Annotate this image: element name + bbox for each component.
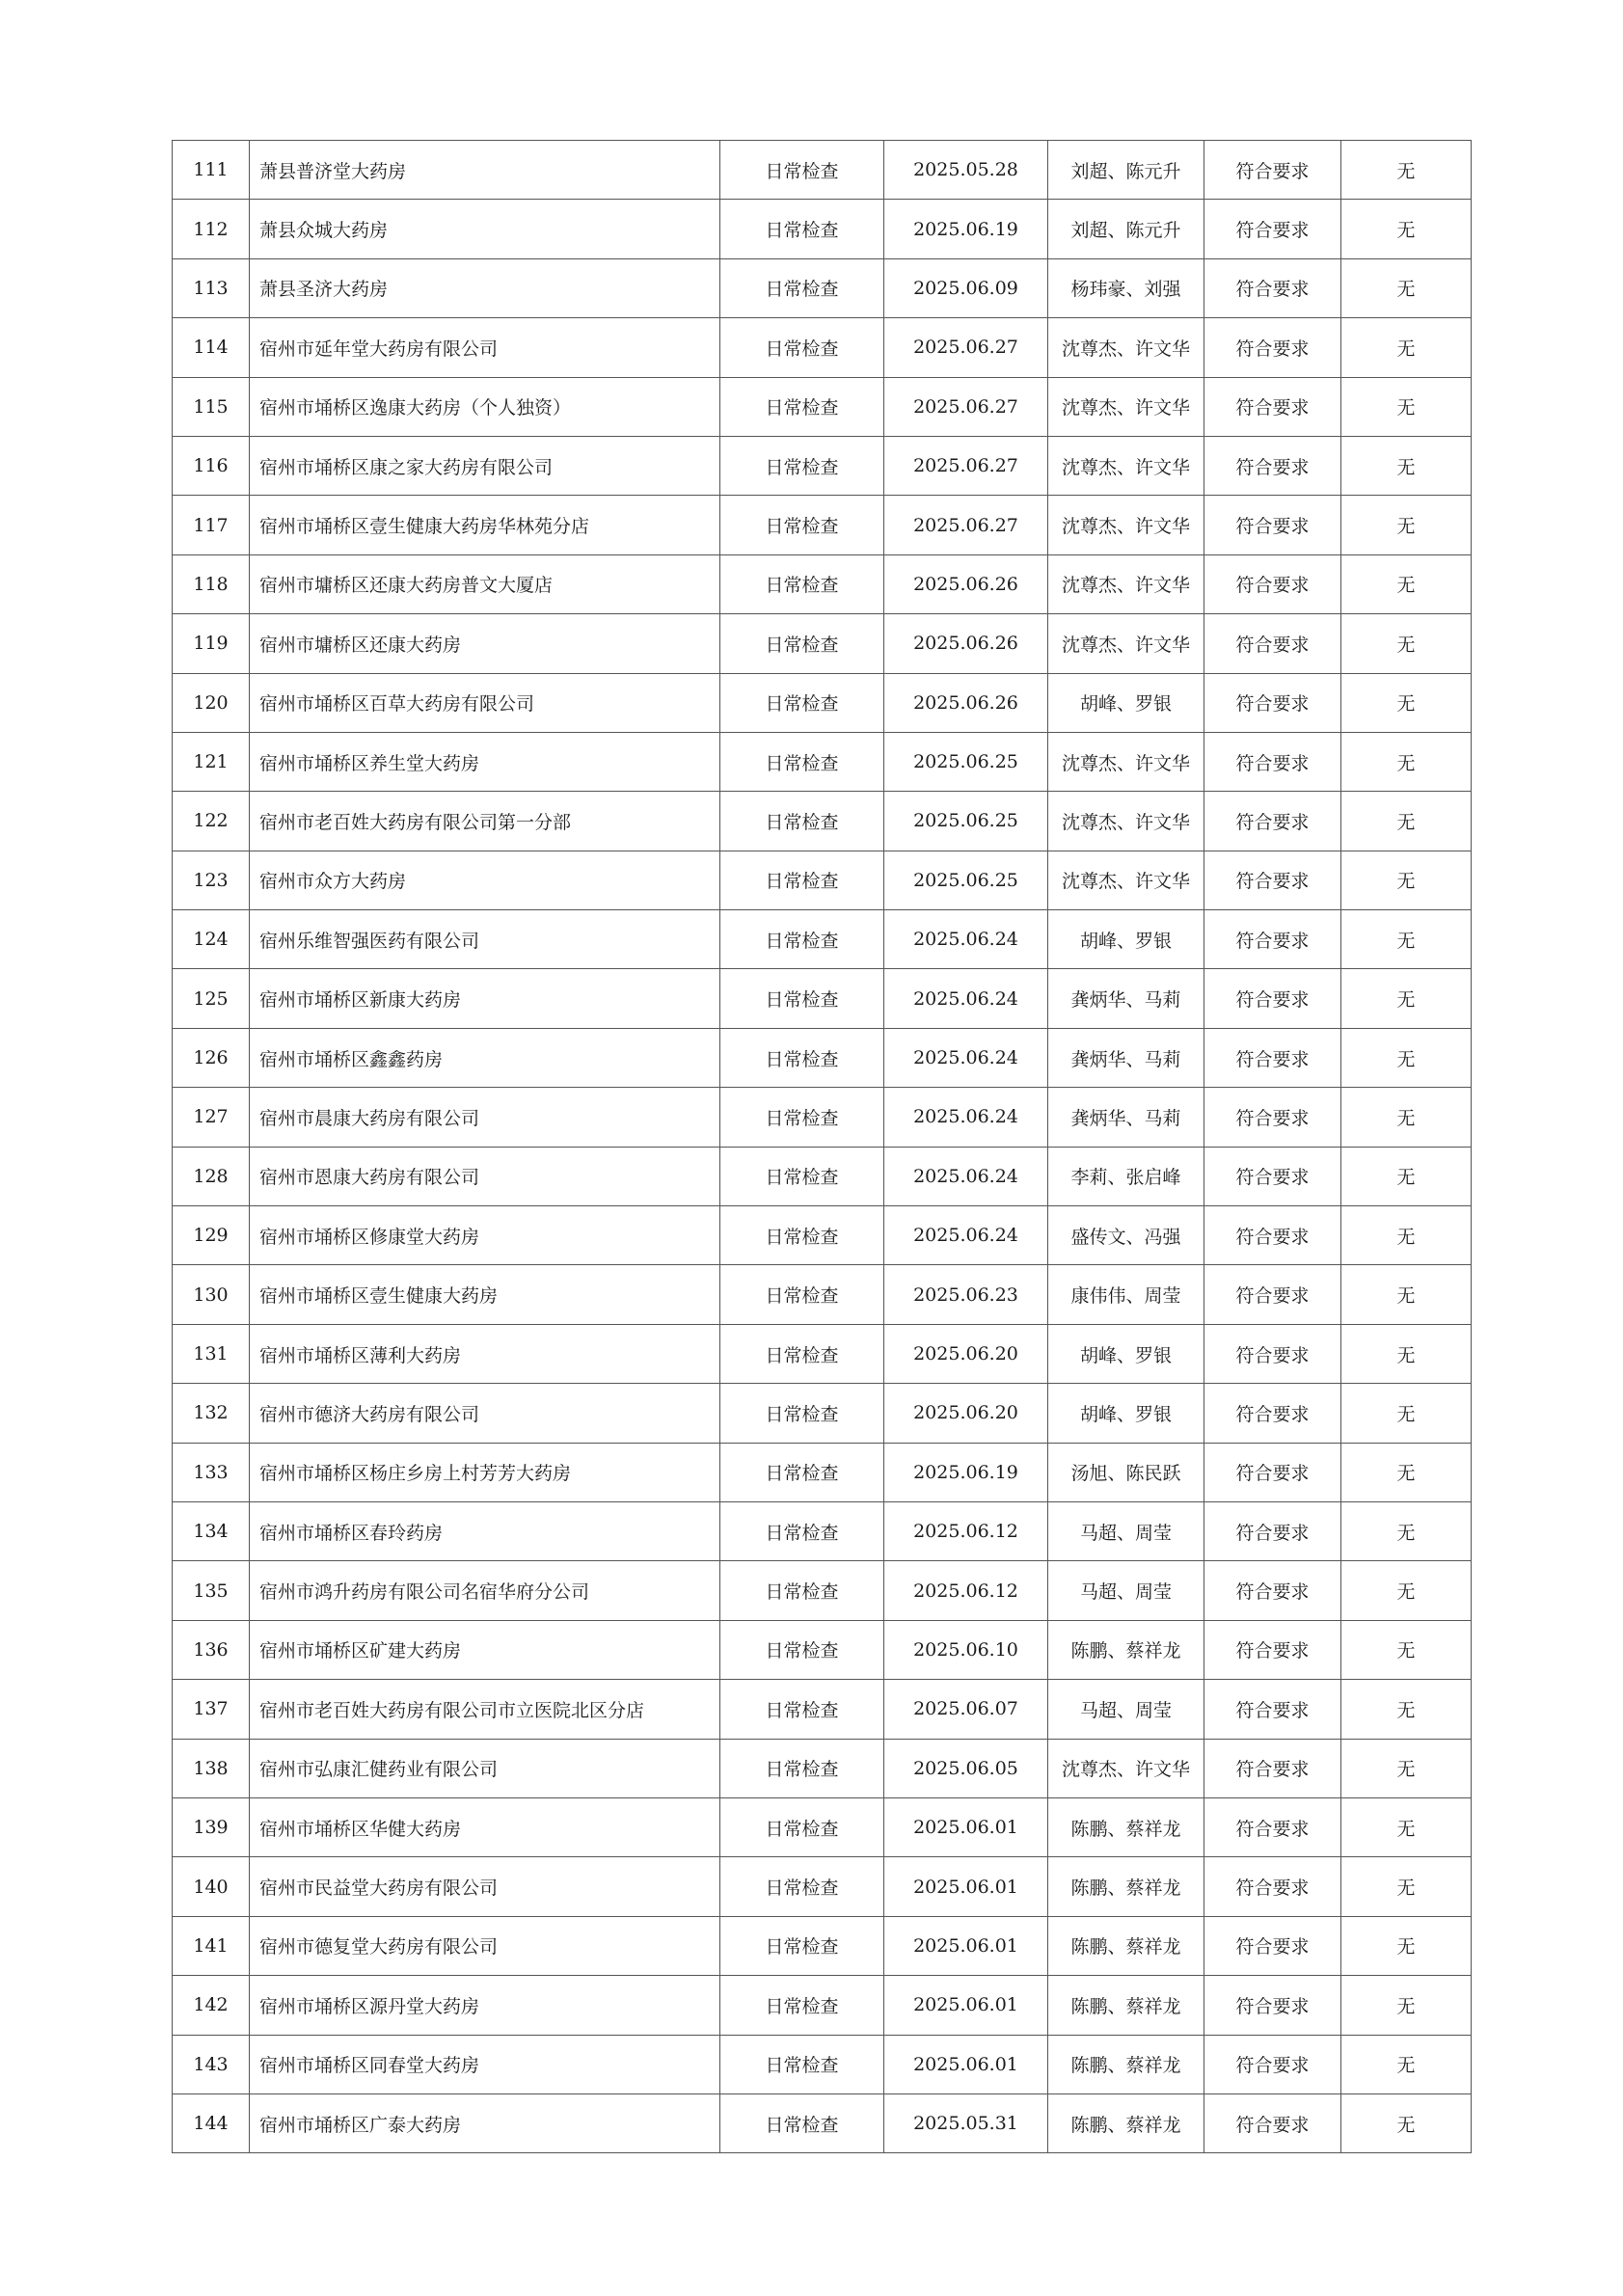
store-name-cell: 宿州市埇桥区康之家大药房有限公司 [250, 436, 720, 495]
store-name-cell: 宿州市埇桥区广泰大药房 [250, 2093, 720, 2152]
inspection-date-cell: 2025.06.25 [884, 851, 1048, 909]
inspection-date-cell: 2025.05.28 [884, 141, 1048, 200]
store-name-cell: 宿州市埇桥区壹生健康大药房 [250, 1265, 720, 1324]
inspection-record-table [172, 140, 1472, 2153]
inspectors-cell: 沈尊杰、许文华 [1048, 496, 1204, 554]
table-row [173, 1739, 1472, 1797]
store-name-cell: 宿州市埇桥区新康大药房 [250, 969, 720, 1028]
row-number-cell: 143 [173, 2035, 250, 2093]
inspection-date-cell: 2025.06.25 [884, 792, 1048, 851]
store-name-cell: 宿州市德济大药房有限公司 [250, 1384, 720, 1443]
issues-cell: 无 [1341, 910, 1472, 969]
inspection-date-cell: 2025.06.24 [884, 1147, 1048, 1205]
store-name-cell: 宿州乐维智强医药有限公司 [250, 910, 720, 969]
store-name-cell: 宿州市埇桥区壹生健康大药房华林苑分店 [250, 496, 720, 554]
issues-cell: 无 [1341, 200, 1472, 258]
issues-cell: 无 [1341, 2093, 1472, 2152]
result-cell: 符合要求 [1204, 851, 1341, 909]
result-cell: 符合要求 [1204, 141, 1341, 200]
inspection-type-cell: 日常检查 [720, 554, 884, 613]
inspection-type-cell: 日常检查 [720, 1088, 884, 1147]
issues-cell: 无 [1341, 1265, 1472, 1324]
row-number-cell: 142 [173, 1976, 250, 2035]
table-row [173, 1206, 1472, 1265]
issues-cell: 无 [1341, 1739, 1472, 1797]
inspection-date-cell: 2025.06.26 [884, 554, 1048, 613]
inspectors-cell: 陈鹏、蔡祥龙 [1048, 2093, 1204, 2152]
result-cell: 符合要求 [1204, 1501, 1341, 1560]
store-name-cell: 宿州市老百姓大药房有限公司市立医院北区分店 [250, 1680, 720, 1739]
inspection-date-cell: 2025.06.12 [884, 1561, 1048, 1620]
row-number-cell: 140 [173, 1857, 250, 1916]
row-number-cell: 117 [173, 496, 250, 554]
store-name-cell: 宿州市民益堂大药房有限公司 [250, 1857, 720, 1916]
table-row [173, 1324, 1472, 1383]
issues-cell: 无 [1341, 1620, 1472, 1679]
inspectors-cell: 沈尊杰、许文华 [1048, 1739, 1204, 1797]
inspection-type-cell: 日常检查 [720, 1324, 884, 1383]
issues-cell: 无 [1341, 141, 1472, 200]
inspection-type-cell: 日常检查 [720, 910, 884, 969]
table-row [173, 614, 1472, 673]
result-cell: 符合要求 [1204, 1857, 1341, 1916]
issues-cell: 无 [1341, 1147, 1472, 1205]
result-cell: 符合要求 [1204, 554, 1341, 613]
issues-cell: 无 [1341, 1976, 1472, 2035]
inspectors-cell: 康伟伟、周莹 [1048, 1265, 1204, 1324]
inspectors-cell: 沈尊杰、许文华 [1048, 554, 1204, 613]
inspection-date-cell: 2025.06.01 [884, 1797, 1048, 1856]
row-number-cell: 121 [173, 732, 250, 791]
inspectors-cell: 龚炳华、马莉 [1048, 969, 1204, 1028]
inspectors-cell: 龚炳华、马莉 [1048, 1028, 1204, 1087]
store-name-cell: 宿州市众方大药房 [250, 851, 720, 909]
inspectors-cell: 马超、周莹 [1048, 1501, 1204, 1560]
store-name-cell: 宿州市弘康汇健药业有限公司 [250, 1739, 720, 1797]
inspection-type-cell: 日常检查 [720, 1976, 884, 2035]
store-name-cell: 宿州市埇桥区杨庄乡房上村芳芳大药房 [250, 1443, 720, 1501]
issues-cell: 无 [1341, 436, 1472, 495]
inspection-type-cell: 日常检查 [720, 2035, 884, 2093]
inspection-date-cell: 2025.06.07 [884, 1680, 1048, 1739]
table-body [173, 141, 1472, 2153]
inspection-date-cell: 2025.06.01 [884, 2035, 1048, 2093]
row-number-cell: 144 [173, 2093, 250, 2152]
inspectors-cell: 陈鹏、蔡祥龙 [1048, 1976, 1204, 2035]
inspection-type-cell: 日常检查 [720, 1797, 884, 1856]
inspection-type-cell: 日常检查 [720, 141, 884, 200]
table-row [173, 1976, 1472, 2035]
table-row [173, 1028, 1472, 1087]
inspectors-cell: 杨玮豪、刘强 [1048, 258, 1204, 317]
row-number-cell: 113 [173, 258, 250, 317]
inspection-date-cell: 2025.06.24 [884, 1206, 1048, 1265]
inspection-date-cell: 2025.06.09 [884, 258, 1048, 317]
result-cell: 符合要求 [1204, 614, 1341, 673]
row-number-cell: 124 [173, 910, 250, 969]
inspectors-cell: 沈尊杰、许文华 [1048, 436, 1204, 495]
store-name-cell: 宿州市埇桥区百草大药房有限公司 [250, 673, 720, 732]
inspectors-cell: 马超、周莹 [1048, 1680, 1204, 1739]
inspectors-cell: 沈尊杰、许文华 [1048, 377, 1204, 436]
result-cell: 符合要求 [1204, 1620, 1341, 1679]
table-row [173, 1561, 1472, 1620]
result-cell: 符合要求 [1204, 318, 1341, 377]
table-row [173, 496, 1472, 554]
result-cell: 符合要求 [1204, 1147, 1341, 1205]
store-name-cell: 宿州市埇桥区华健大药房 [250, 1797, 720, 1856]
store-name-cell: 萧县众城大药房 [250, 200, 720, 258]
issues-cell: 无 [1341, 1561, 1472, 1620]
table-row [173, 1797, 1472, 1856]
table-row [173, 732, 1472, 791]
result-cell: 符合要求 [1204, 673, 1341, 732]
inspection-date-cell: 2025.06.27 [884, 377, 1048, 436]
issues-cell: 无 [1341, 554, 1472, 613]
inspection-type-cell: 日常检查 [720, 2093, 884, 2152]
store-name-cell: 宿州市延年堂大药房有限公司 [250, 318, 720, 377]
inspectors-cell: 沈尊杰、许文华 [1048, 792, 1204, 851]
inspection-type-cell: 日常检查 [720, 673, 884, 732]
inspectors-cell: 刘超、陈元升 [1048, 141, 1204, 200]
store-name-cell: 宿州市埇桥区养生堂大药房 [250, 732, 720, 791]
result-cell: 符合要求 [1204, 1680, 1341, 1739]
issues-cell: 无 [1341, 1857, 1472, 1916]
store-name-cell: 宿州市恩康大药房有限公司 [250, 1147, 720, 1205]
store-name-cell: 宿州市埇桥区矿建大药房 [250, 1620, 720, 1679]
inspection-date-cell: 2025.06.12 [884, 1501, 1048, 1560]
table-row [173, 969, 1472, 1028]
table-row [173, 2093, 1472, 2152]
store-name-cell: 宿州市晨康大药房有限公司 [250, 1088, 720, 1147]
inspectors-cell: 陈鹏、蔡祥龙 [1048, 2035, 1204, 2093]
table-row [173, 436, 1472, 495]
row-number-cell: 116 [173, 436, 250, 495]
result-cell: 符合要求 [1204, 1088, 1341, 1147]
inspection-date-cell: 2025.06.27 [884, 318, 1048, 377]
inspection-type-cell: 日常检查 [720, 1206, 884, 1265]
result-cell: 符合要求 [1204, 496, 1341, 554]
issues-cell: 无 [1341, 673, 1472, 732]
inspectors-cell: 李莉、张启峰 [1048, 1147, 1204, 1205]
inspection-type-cell: 日常检查 [720, 969, 884, 1028]
store-name-cell: 宿州市墉桥区还康大药房 [250, 614, 720, 673]
inspectors-cell: 汤旭、陈民跃 [1048, 1443, 1204, 1501]
inspection-date-cell: 2025.06.20 [884, 1384, 1048, 1443]
row-number-cell: 139 [173, 1797, 250, 1856]
table-row [173, 318, 1472, 377]
row-number-cell: 129 [173, 1206, 250, 1265]
inspection-date-cell: 2025.06.01 [884, 1976, 1048, 2035]
result-cell: 符合要求 [1204, 1976, 1341, 2035]
issues-cell: 无 [1341, 732, 1472, 791]
inspection-type-cell: 日常检查 [720, 1147, 884, 1205]
inspection-date-cell: 2025.06.26 [884, 673, 1048, 732]
inspection-type-cell: 日常检查 [720, 1739, 884, 1797]
inspection-type-cell: 日常检查 [720, 1620, 884, 1679]
row-number-cell: 131 [173, 1324, 250, 1383]
store-name-cell: 宿州市德复堂大药房有限公司 [250, 1916, 720, 1975]
table-row [173, 377, 1472, 436]
store-name-cell: 宿州市埇桥区源丹堂大药房 [250, 1976, 720, 2035]
issues-cell: 无 [1341, 1088, 1472, 1147]
store-name-cell: 宿州市鸿升药房有限公司名宿华府分公司 [250, 1561, 720, 1620]
store-name-cell: 宿州市埇桥区薄利大药房 [250, 1324, 720, 1383]
inspection-date-cell: 2025.06.23 [884, 1265, 1048, 1324]
issues-cell: 无 [1341, 258, 1472, 317]
inspection-date-cell: 2025.06.27 [884, 436, 1048, 495]
inspection-date-cell: 2025.06.20 [884, 1324, 1048, 1383]
store-name-cell: 宿州市老百姓大药房有限公司第一分部 [250, 792, 720, 851]
result-cell: 符合要求 [1204, 1265, 1341, 1324]
result-cell: 符合要求 [1204, 1324, 1341, 1383]
inspectors-cell: 沈尊杰、许文华 [1048, 614, 1204, 673]
inspection-type-cell: 日常检查 [720, 1501, 884, 1560]
store-name-cell: 萧县普济堂大药房 [250, 141, 720, 200]
inspection-type-cell: 日常检查 [720, 1916, 884, 1975]
issues-cell: 无 [1341, 2035, 1472, 2093]
inspectors-cell: 陈鹏、蔡祥龙 [1048, 1857, 1204, 1916]
inspection-date-cell: 2025.06.01 [884, 1916, 1048, 1975]
inspectors-cell: 胡峰、罗银 [1048, 910, 1204, 969]
table-row [173, 1088, 1472, 1147]
result-cell: 符合要求 [1204, 377, 1341, 436]
inspection-type-cell: 日常检查 [720, 496, 884, 554]
inspection-date-cell: 2025.06.01 [884, 1857, 1048, 1916]
inspection-date-cell: 2025.06.27 [884, 496, 1048, 554]
result-cell: 符合要求 [1204, 2035, 1341, 2093]
result-cell: 符合要求 [1204, 1384, 1341, 1443]
table-row [173, 1384, 1472, 1443]
row-number-cell: 130 [173, 1265, 250, 1324]
inspection-type-cell: 日常检查 [720, 851, 884, 909]
row-number-cell: 111 [173, 141, 250, 200]
store-name-cell: 宿州市埇桥区同春堂大药房 [250, 2035, 720, 2093]
row-number-cell: 118 [173, 554, 250, 613]
result-cell: 符合要求 [1204, 910, 1341, 969]
issues-cell: 无 [1341, 1324, 1472, 1383]
table-row [173, 1620, 1472, 1679]
inspection-date-cell: 2025.06.24 [884, 969, 1048, 1028]
result-cell: 符合要求 [1204, 1739, 1341, 1797]
inspection-date-cell: 2025.06.19 [884, 1443, 1048, 1501]
result-cell: 符合要求 [1204, 792, 1341, 851]
inspection-type-cell: 日常检查 [720, 1028, 884, 1087]
row-number-cell: 141 [173, 1916, 250, 1975]
inspectors-cell: 龚炳华、马莉 [1048, 1088, 1204, 1147]
inspection-date-cell: 2025.06.05 [884, 1739, 1048, 1797]
table-row [173, 2035, 1472, 2093]
inspection-type-cell: 日常检查 [720, 258, 884, 317]
row-number-cell: 125 [173, 969, 250, 1028]
row-number-cell: 114 [173, 318, 250, 377]
row-number-cell: 135 [173, 1561, 250, 1620]
issues-cell: 无 [1341, 792, 1472, 851]
row-number-cell: 133 [173, 1443, 250, 1501]
row-number-cell: 123 [173, 851, 250, 909]
inspection-date-cell: 2025.06.25 [884, 732, 1048, 791]
result-cell: 符合要求 [1204, 732, 1341, 791]
inspectors-cell: 沈尊杰、许文华 [1048, 851, 1204, 909]
inspection-type-cell: 日常检查 [720, 1561, 884, 1620]
inspectors-cell: 陈鹏、蔡祥龙 [1048, 1797, 1204, 1856]
row-number-cell: 132 [173, 1384, 250, 1443]
row-number-cell: 120 [173, 673, 250, 732]
store-name-cell: 萧县圣济大药房 [250, 258, 720, 317]
table-row [173, 1443, 1472, 1501]
issues-cell: 无 [1341, 614, 1472, 673]
issues-cell: 无 [1341, 318, 1472, 377]
inspectors-cell: 胡峰、罗银 [1048, 1384, 1204, 1443]
row-number-cell: 112 [173, 200, 250, 258]
table-row [173, 910, 1472, 969]
issues-cell: 无 [1341, 851, 1472, 909]
inspection-date-cell: 2025.06.24 [884, 910, 1048, 969]
result-cell: 符合要求 [1204, 1443, 1341, 1501]
inspectors-cell: 马超、周莹 [1048, 1561, 1204, 1620]
table-row [173, 200, 1472, 258]
inspectors-cell: 陈鹏、蔡祥龙 [1048, 1620, 1204, 1679]
table-row [173, 673, 1472, 732]
inspection-type-cell: 日常检查 [720, 1857, 884, 1916]
issues-cell: 无 [1341, 1028, 1472, 1087]
table-row [173, 1501, 1472, 1560]
store-name-cell: 宿州市墉桥区还康大药房普文大厦店 [250, 554, 720, 613]
inspectors-cell: 胡峰、罗银 [1048, 1324, 1204, 1383]
store-name-cell: 宿州市埇桥区春玲药房 [250, 1501, 720, 1560]
inspection-type-cell: 日常检查 [720, 1680, 884, 1739]
inspection-type-cell: 日常检查 [720, 1384, 884, 1443]
store-name-cell: 宿州市埇桥区修康堂大药房 [250, 1206, 720, 1265]
result-cell: 符合要求 [1204, 258, 1341, 317]
issues-cell: 无 [1341, 377, 1472, 436]
result-cell: 符合要求 [1204, 969, 1341, 1028]
table-row [173, 554, 1472, 613]
inspectors-cell: 沈尊杰、许文华 [1048, 732, 1204, 791]
inspectors-cell: 盛传文、冯强 [1048, 1206, 1204, 1265]
store-name-cell: 宿州市埇桥区鑫鑫药房 [250, 1028, 720, 1087]
result-cell: 符合要求 [1204, 1561, 1341, 1620]
row-number-cell: 137 [173, 1680, 250, 1739]
table-row [173, 1916, 1472, 1975]
inspection-type-cell: 日常检查 [720, 792, 884, 851]
issues-cell: 无 [1341, 1797, 1472, 1856]
row-number-cell: 136 [173, 1620, 250, 1679]
inspection-type-cell: 日常检查 [720, 377, 884, 436]
row-number-cell: 119 [173, 614, 250, 673]
inspection-date-cell: 2025.06.19 [884, 200, 1048, 258]
result-cell: 符合要求 [1204, 1916, 1341, 1975]
inspection-type-cell: 日常检查 [720, 436, 884, 495]
issues-cell: 无 [1341, 1384, 1472, 1443]
table-row [173, 1680, 1472, 1739]
inspection-date-cell: 2025.05.31 [884, 2093, 1048, 2152]
issues-cell: 无 [1341, 1680, 1472, 1739]
inspectors-cell: 刘超、陈元升 [1048, 200, 1204, 258]
issues-cell: 无 [1341, 1916, 1472, 1975]
issues-cell: 无 [1341, 1443, 1472, 1501]
inspectors-cell: 胡峰、罗银 [1048, 673, 1204, 732]
table-row [173, 258, 1472, 317]
result-cell: 符合要求 [1204, 1028, 1341, 1087]
row-number-cell: 115 [173, 377, 250, 436]
issues-cell: 无 [1341, 1501, 1472, 1560]
row-number-cell: 128 [173, 1147, 250, 1205]
result-cell: 符合要求 [1204, 1797, 1341, 1856]
result-cell: 符合要求 [1204, 2093, 1341, 2152]
table-row [173, 1147, 1472, 1205]
result-cell: 符合要求 [1204, 436, 1341, 495]
issues-cell: 无 [1341, 969, 1472, 1028]
result-cell: 符合要求 [1204, 200, 1341, 258]
inspection-date-cell: 2025.06.10 [884, 1620, 1048, 1679]
table-row [173, 792, 1472, 851]
inspectors-cell: 沈尊杰、许文华 [1048, 318, 1204, 377]
row-number-cell: 122 [173, 792, 250, 851]
table-row [173, 1265, 1472, 1324]
table-row [173, 851, 1472, 909]
issues-cell: 无 [1341, 1206, 1472, 1265]
inspection-type-cell: 日常检查 [720, 732, 884, 791]
inspection-type-cell: 日常检查 [720, 200, 884, 258]
inspection-date-cell: 2025.06.26 [884, 614, 1048, 673]
table-row [173, 141, 1472, 200]
row-number-cell: 127 [173, 1088, 250, 1147]
inspection-type-cell: 日常检查 [720, 1443, 884, 1501]
inspection-type-cell: 日常检查 [720, 1265, 884, 1324]
inspection-type-cell: 日常检查 [720, 614, 884, 673]
inspection-date-cell: 2025.06.24 [884, 1028, 1048, 1087]
inspection-date-cell: 2025.06.24 [884, 1088, 1048, 1147]
row-number-cell: 138 [173, 1739, 250, 1797]
table-row [173, 1857, 1472, 1916]
store-name-cell: 宿州市埇桥区逸康大药房（个人独资） [250, 377, 720, 436]
inspection-type-cell: 日常检查 [720, 318, 884, 377]
inspectors-cell: 陈鹏、蔡祥龙 [1048, 1916, 1204, 1975]
issues-cell: 无 [1341, 496, 1472, 554]
row-number-cell: 126 [173, 1028, 250, 1087]
result-cell: 符合要求 [1204, 1206, 1341, 1265]
row-number-cell: 134 [173, 1501, 250, 1560]
